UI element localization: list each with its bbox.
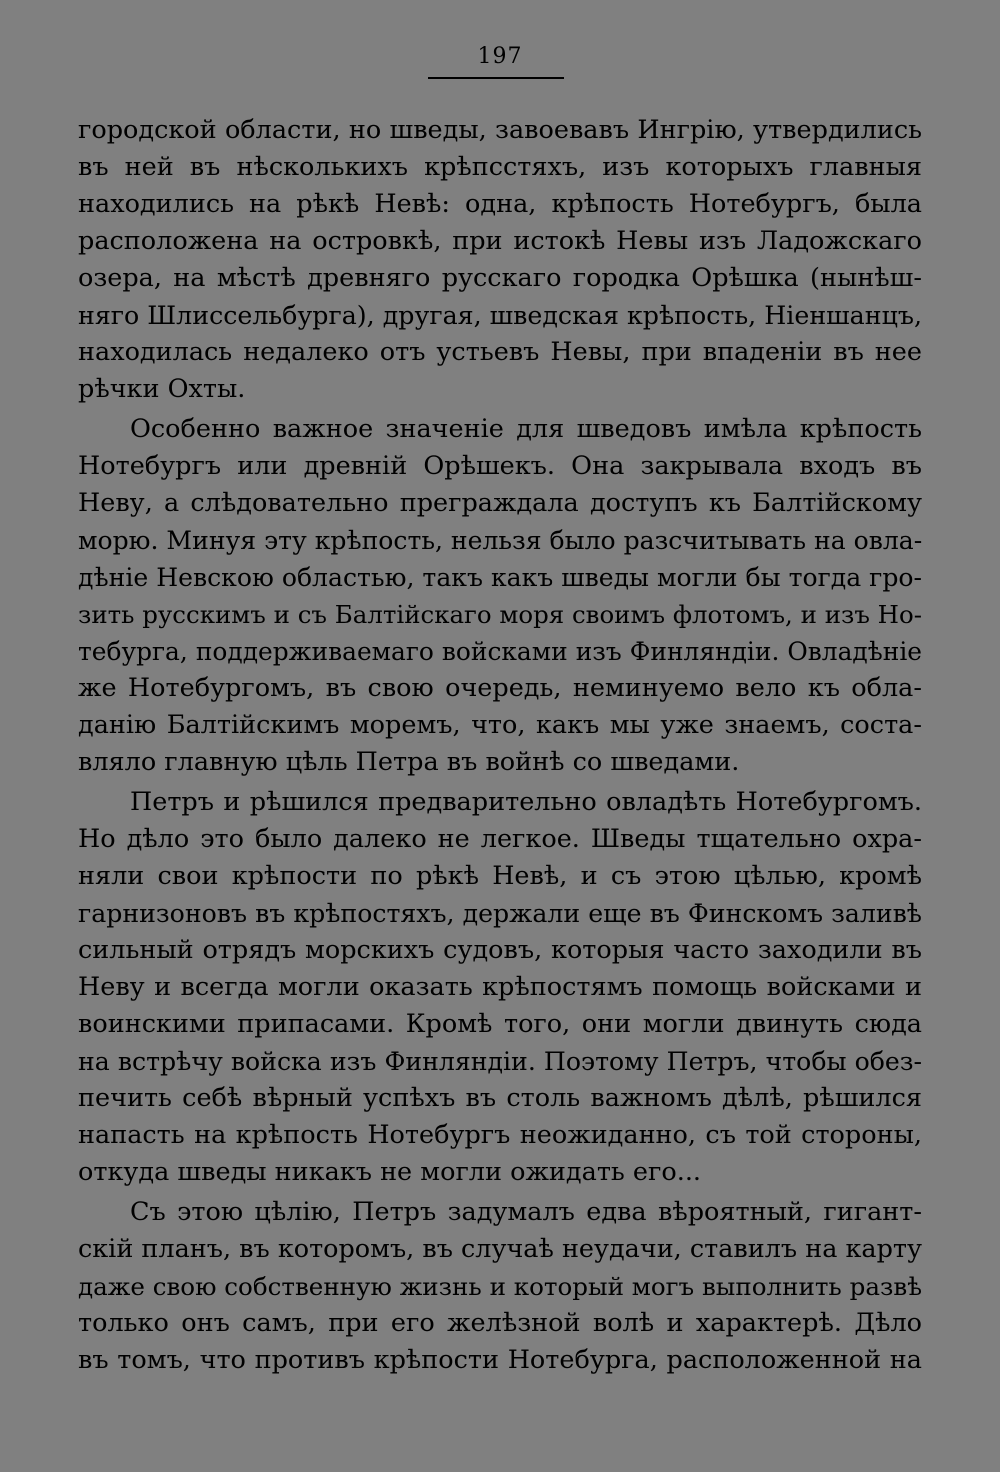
text-line: Неву и всегда могли оказать крѣпостямъ помощь войсками и	[78, 972, 922, 1002]
text-line: зить русскимъ и съ Балтійскаго моря своимъ флотомъ, и изъ Но-	[78, 600, 922, 629]
page-number-rule	[428, 77, 564, 79]
paragraph	[78, 112, 922, 408]
text-line: Съ этою цѣлію, Петръ задумалъ едва вѣроятный, гигант-	[130, 1197, 922, 1227]
paragraph	[78, 411, 922, 781]
text-line: Нотебургъ или древній Орѣшекъ. Она закрывала входъ въ	[78, 451, 922, 481]
text-line: няли свои крѣпости по рѣкѣ Невѣ, и съ этою цѣлью, кромѣ	[78, 861, 922, 891]
text-line: же Нотебургомъ, въ свою очередь, неминуемо вело къ обла-	[78, 673, 922, 703]
text-line: городской области, но шведы, завоевавъ Ингрію, утвердились	[78, 115, 922, 145]
text-line: даже свою собственную жизнь и который могъ выполнить развѣ	[78, 1272, 922, 1301]
text-line: Но дѣло это было далеко не легкое. Шведы тщательно охра-	[78, 824, 922, 854]
text-line: находились на рѣкѣ Невѣ: одна, крѣпость Нотебургъ, была	[78, 189, 922, 219]
paragraph	[78, 784, 922, 1191]
text-line: озера, на мѣстѣ древняго русскаго городка Орѣшка (нынѣш-	[78, 263, 922, 293]
text-line: на встрѣчу войска изъ Финляндіи. Поэтому Петръ, чтобы обез-	[78, 1047, 922, 1076]
text-line: расположена на островкѣ, при истокѣ Невы изъ Ладожскаго	[78, 226, 922, 256]
text-line: въ томъ, что противъ крѣпости Нотебурга, расположенной на	[78, 1345, 922, 1375]
text-line: рѣчки Охты.	[78, 374, 246, 404]
text-line: скій планъ, въ которомъ, въ случаѣ неудачи, ставилъ на карту	[78, 1234, 922, 1264]
page-number: 197	[477, 44, 523, 69]
body-text	[78, 112, 922, 1379]
text-line: находилась недалеко отъ устьевъ Невы, при впаденіи въ нее	[78, 337, 922, 367]
text-line: Особенно важное значеніе для шведовъ имѣла крѣпость	[130, 414, 922, 444]
text-line: няго Шлиссельбурга), другая, шведская крѣпость, Ніеншанцъ,	[78, 301, 922, 330]
text-line: тебурга, поддерживаемаго войсками изъ Финляндіи. Овладѣніе	[78, 637, 922, 666]
text-line: дѣніе Невскою областью, такъ какъ шведы могли бы тогда гро-	[78, 563, 922, 592]
text-line: гарнизоновъ въ крѣпостяхъ, держали еще въ Финскомъ заливѣ	[78, 899, 922, 928]
text-line: только онъ самъ, при его желѣзной волѣ и характерѣ. Дѣло	[78, 1308, 922, 1338]
text-line: воинскими припасами. Кромѣ того, они могли двинуть сюда	[78, 1009, 922, 1039]
text-line: печить себѣ вѣрный успѣхъ въ столь важномъ дѣлѣ, рѣшился	[78, 1083, 922, 1113]
text-line: сильный отрядъ морскихъ судовъ, которыя часто заходили въ	[78, 935, 922, 965]
text-line: данію Балтійскимъ моремъ, что, какъ мы уже знаемъ, соста-	[78, 710, 922, 740]
text-line: напасть на крѣпость Нотебургъ неожиданно, съ той стороны,	[78, 1120, 922, 1150]
text-line: Неву, а слѣдовательно преграждала доступъ къ Балтійскому	[78, 488, 922, 518]
text-line: вляло главную цѣль Петра въ войнѣ со шведами.	[78, 747, 740, 777]
text-line: морю. Минуя эту крѣпость, нельзя было разсчитывать на овла-	[78, 526, 922, 555]
text-line: откуда шведы никакъ не могли ожидать его...	[78, 1157, 702, 1187]
paragraph	[78, 1194, 922, 1379]
text-line: въ ней въ нѣсколькихъ крѣпсстяхъ, изъ которыхъ главныя	[78, 152, 922, 182]
text-line: Петръ и рѣшился предварительно овладѣть Нотебургомъ.	[130, 787, 922, 817]
